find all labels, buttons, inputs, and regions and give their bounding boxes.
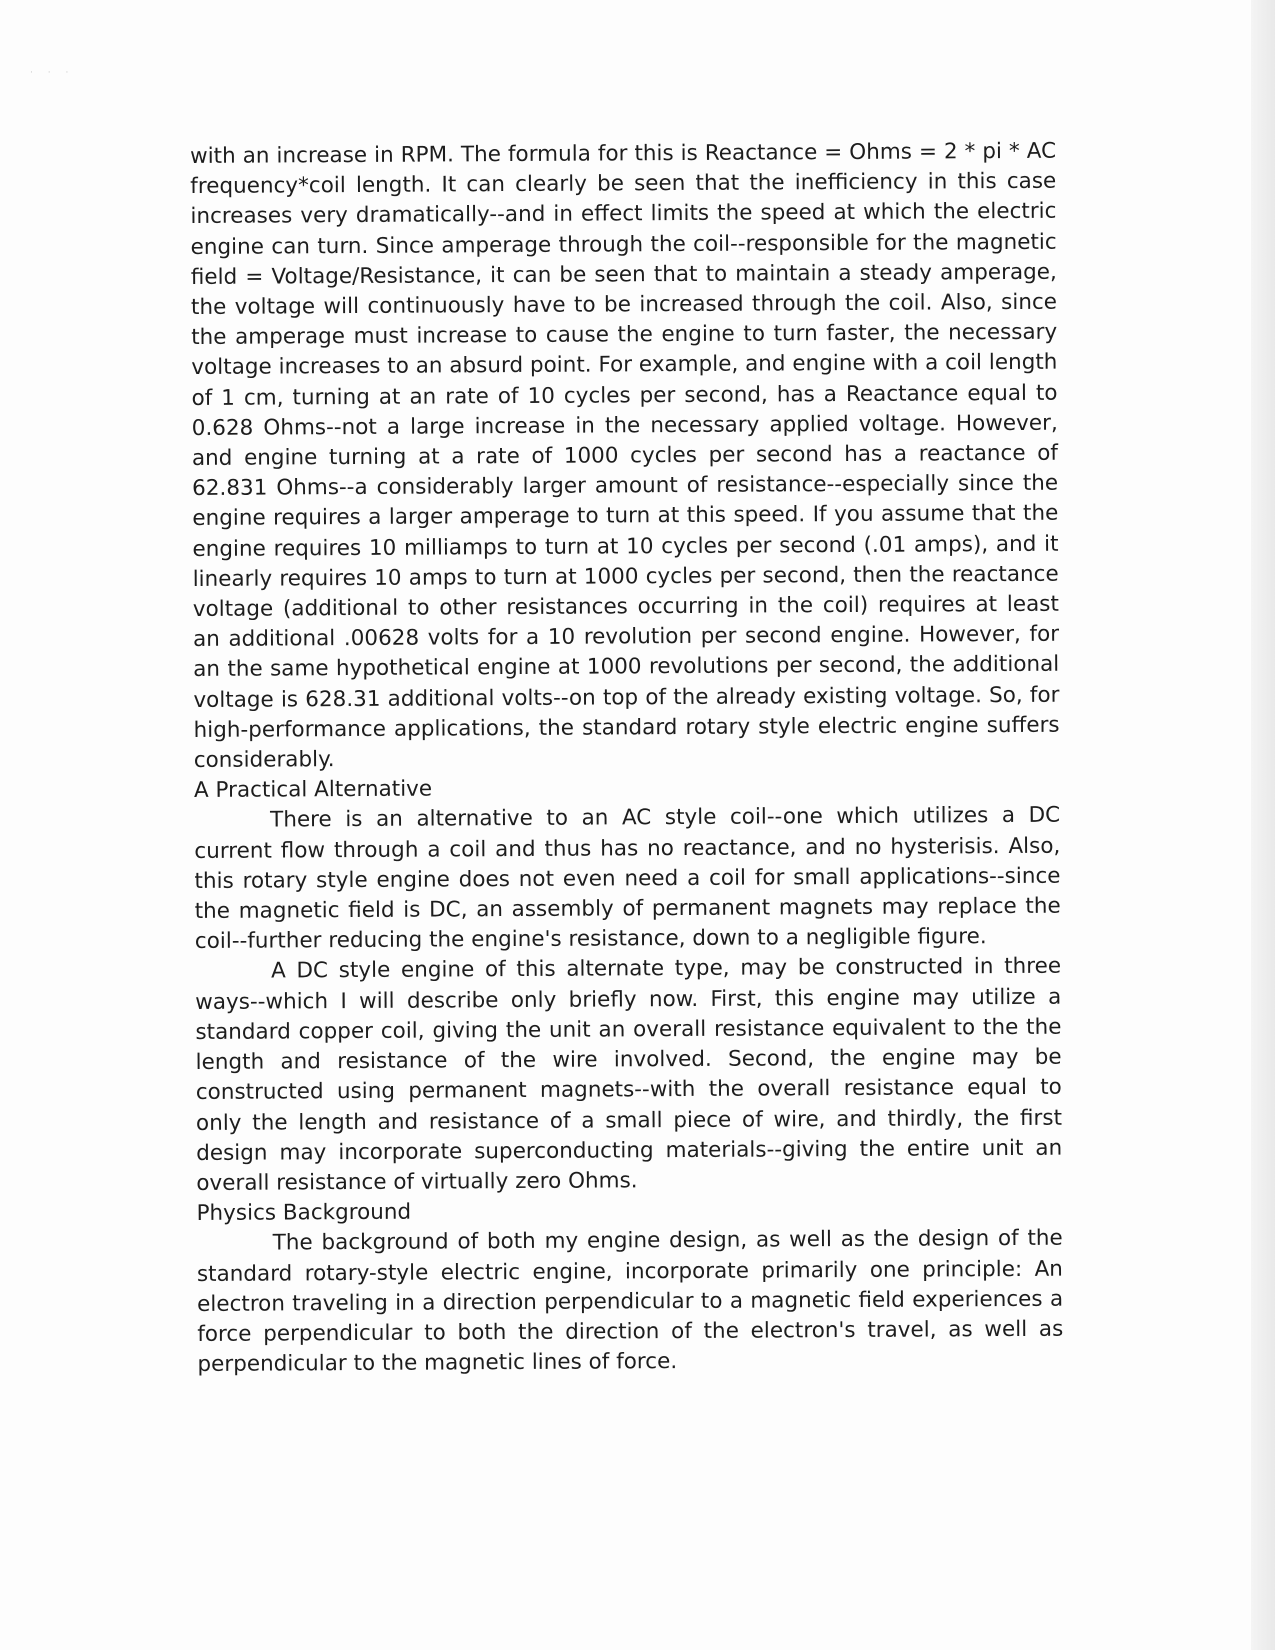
paragraph-reactance: with an increase in RPM. The formula for this is Reactance = Ohms = 2 * pi * AC frequency*coil length. It can clearly be seen that the inefficiency in this case increases very dramatically--and in effect limits the speed at which the electric engine can turn. Since amperage through the coil--responsible for the magnetic field = Voltage/Resistance, it can be seen that to maintain a steady amperage, the voltage will continuously have to be increased through the coil. Also, since the amperage must increase to cause the engine to turn faster, the necessary voltage increases to an absurd point. For example, and engine with a coil length of 1 cm, turning at an rate of 10 cycles per second, has a Reactance equal to 0.628 Ohms--not a large increase in the necessary applied voltage. However, and engine turning at a rate of 1000 cycles per second has a reactance of 62.831 Ohms--a considerably larger amount of resistance--especially since the engine requires a larger amperage to turn at this speed. If you assume that the engine requires 10 milliamps to turn at 10 cycles per second (.01 amps), and it linearly requires 10 amps to turn at 1000 cycles per second, then the reactance voltage (additional to other resistances occurring in the coil) requires at least an additional .00628 volts for a 10 revolution per second engine. However, for an the same hypothetical engine at 1000 revolutions per second, the additional voltage is 628.31 additional volts--on top of the already existing voltage. So, for high-performance applications, the standard rotary style electric engine suffers considerably. xyxy=(190,138,1060,774)
paragraph-physics: The background of both my engine design, as well as the design of the standard rotary-style electric engine, incorporate primarily one principle: An electron traveling in a direction perpendicular to a magnetic field experiences a force perpendicular to both the direction of the electron's travel, as well as perpendicular to the magnetic lines of force. xyxy=(196,1226,1064,1378)
page-edge-shadow xyxy=(1251,0,1275,1650)
scan-artifact: · · · xyxy=(30,68,75,78)
heading-practical-alternative: A Practical Alternative xyxy=(193,776,433,804)
heading-physics-background: Physics Background xyxy=(196,1199,412,1227)
paragraph-dc-construction: A DC style engine of this alternate type, may be constructed in three ways--which I will describe only briefly now. First, this engine may utilize a standard copper coil, giving the unit an overall resistance equivalent to the the length and resistance of the wire involved. Second, the engine may be constructed using permanent magnets--with the overall resistance equal to only the length and resistance of a small piece of wire, and thirdly, the first design may incorporate superconducting materials--giving the entire unit an overall resistance of virtually zero Ohms. xyxy=(195,954,1063,1196)
document-body xyxy=(190,137,1064,1381)
paragraph-dc-alternative: There is an alternative to an AC style coil--one which utilizes a DC current flow through a coil and thus has no reactance, and no hysterisis. Also, this rotary style engine does not even need a coil for small applications--since the magnetic field is DC, an assembly of permanent magnets may replace the coil--further reducing the engine's resistance, down to a negligible figure. xyxy=(194,803,1061,955)
